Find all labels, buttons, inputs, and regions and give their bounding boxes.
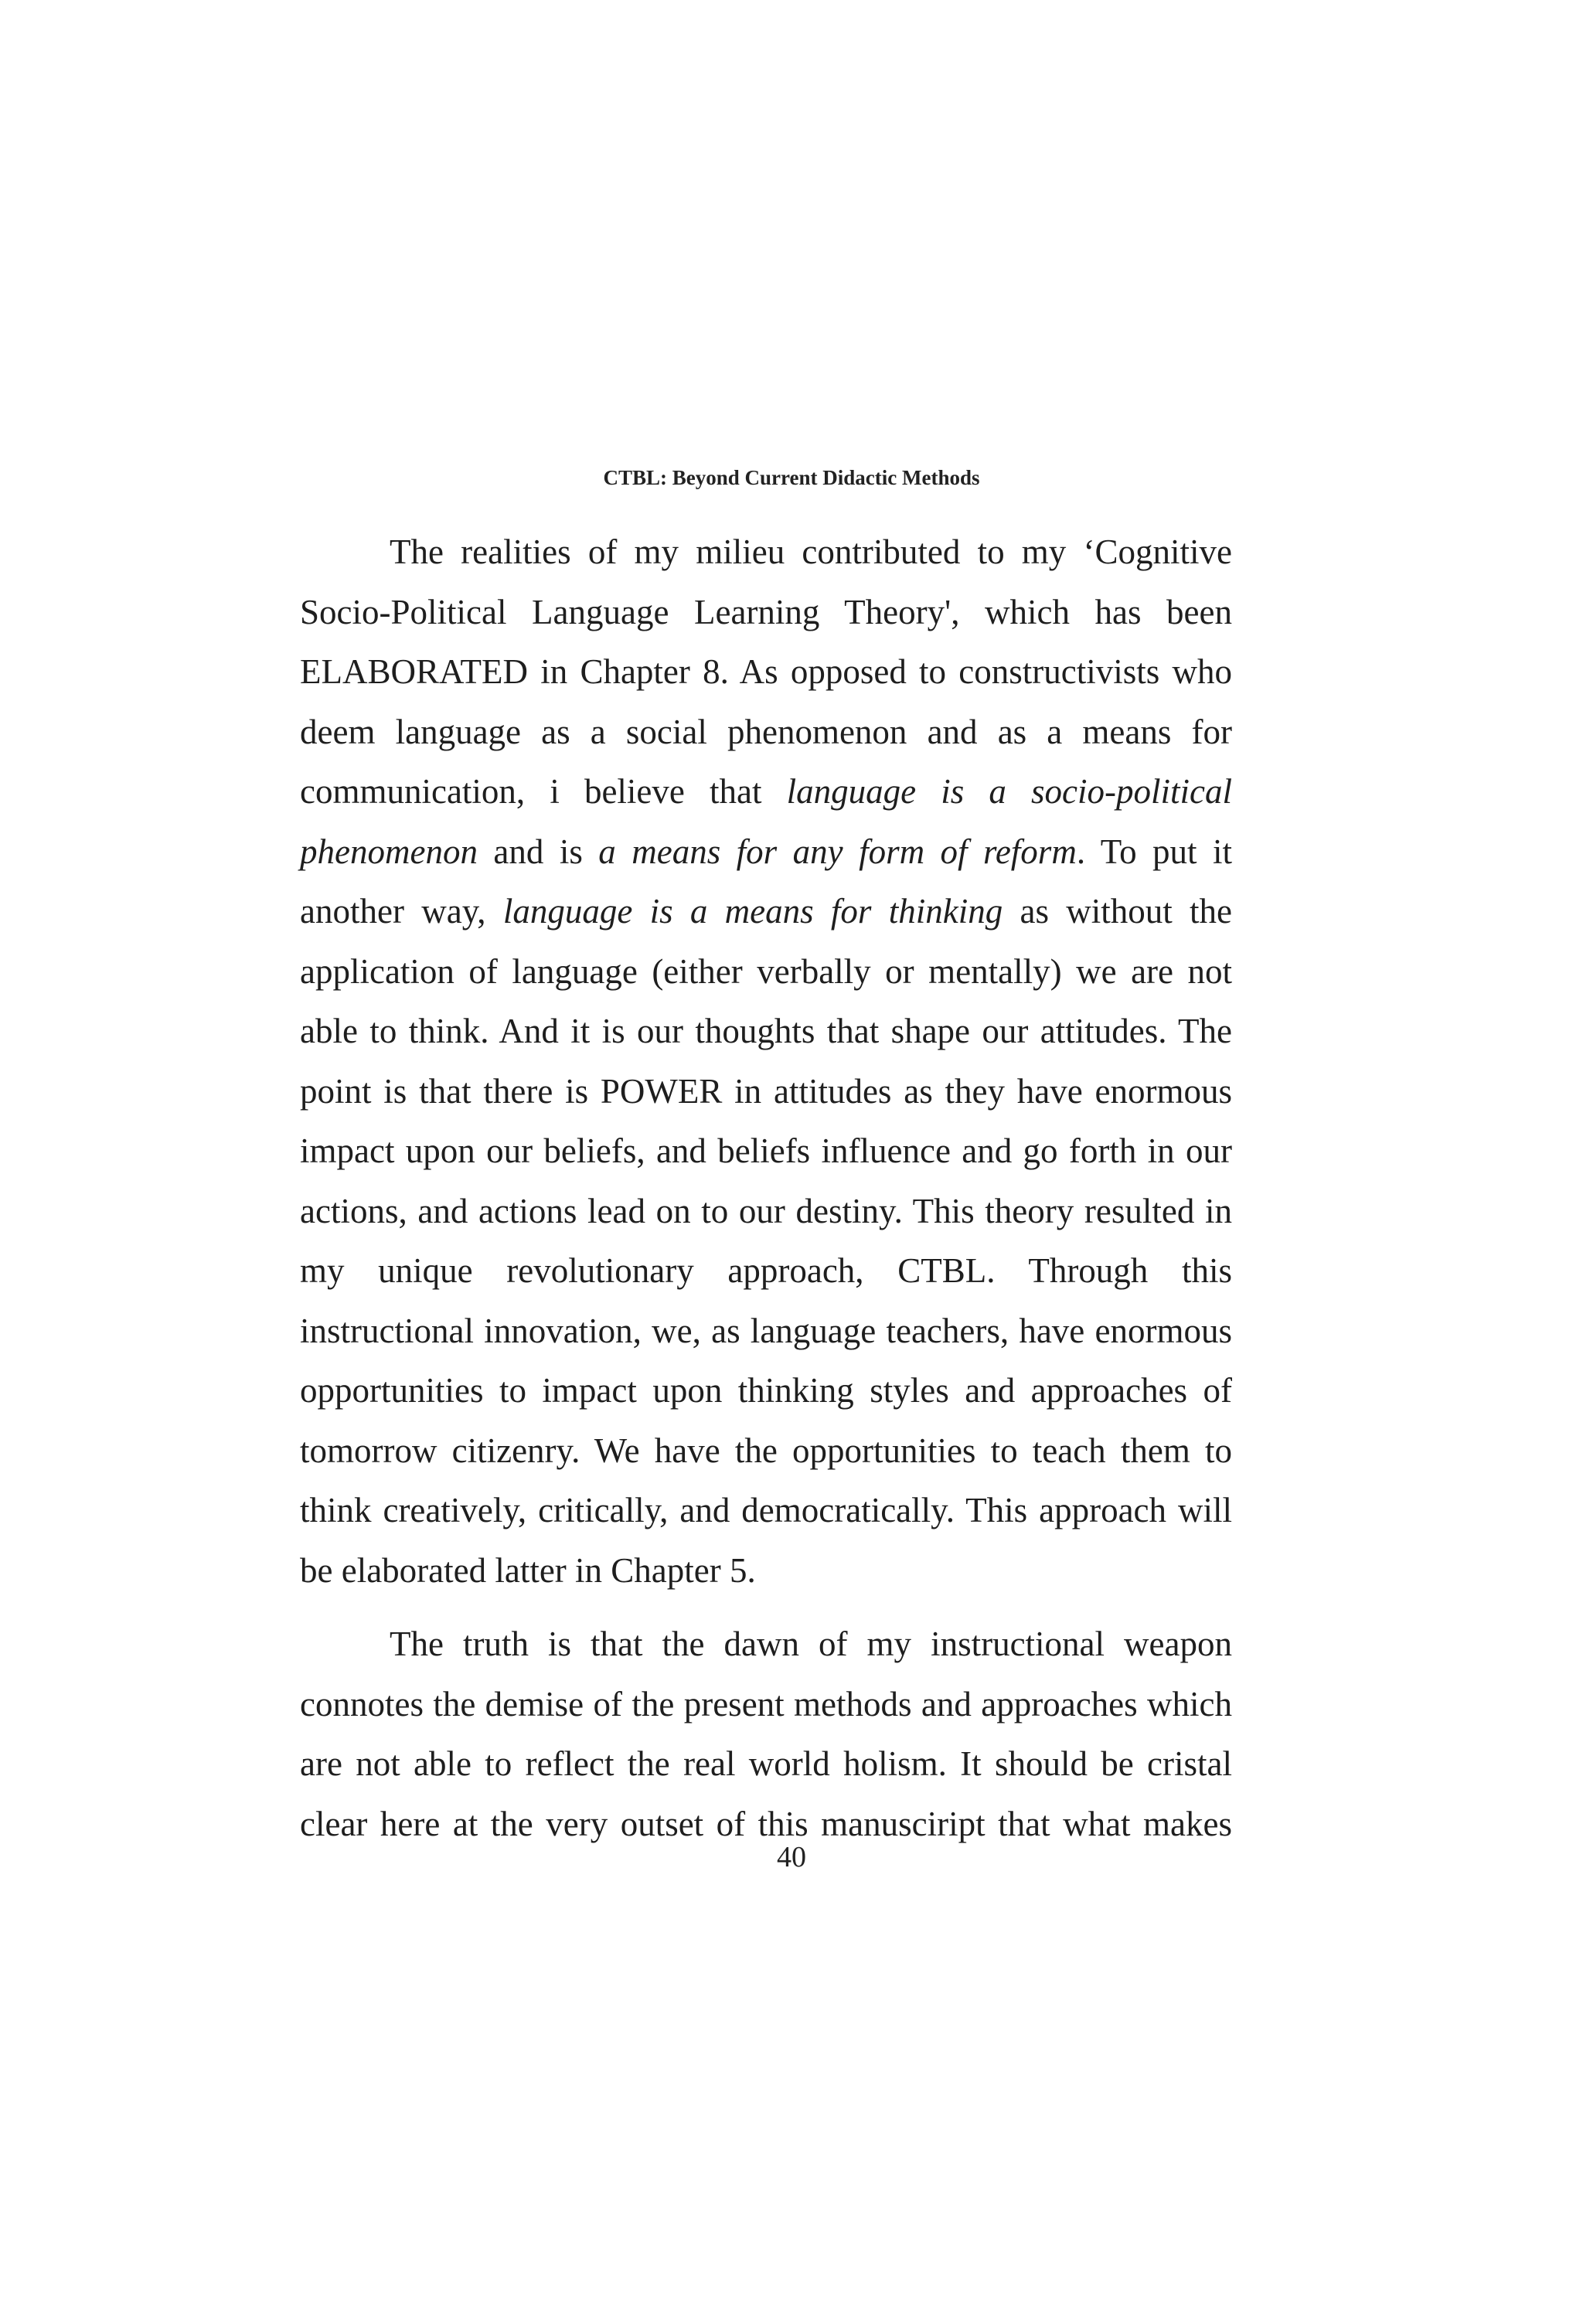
- italic-segment: a means for any form of reform: [598, 832, 1077, 871]
- text-segment: The realities of my milieu contributed to my ‘Cognitive Socio-Political Language Learning Theory', which has been ELABORATED in Chapter 8. As opposed to constructivists who deem language as a social phenomenon and as a means for communication, i believe that: [300, 533, 1232, 811]
- page-number: 40: [777, 1841, 806, 1873]
- text-segment: . To put it another way,: [300, 832, 1232, 931]
- text-segment: and is: [477, 832, 599, 871]
- body-text: [300, 522, 1232, 1854]
- running-head: CTBL: Beyond Current Didactic Methods: [603, 466, 980, 489]
- paragraph-2: The truth is that the dawn of my instructional weapon connotes the demise of the present methods and approaches which are not able to reflect the real world holism. It should be cristal clear here at the very outset of this manusciript that what makes: [300, 1625, 1232, 1843]
- text-segment: as without the application of language (either verbally or mentally) we are not able to think. And it is our thoughts that shape our attitudes. The point is that there is POWER in attitudes as they have enormous impact upon our beliefs, and beliefs influence and go forth in our actions, and actions lead on to our destiny. This theory resulted in my unique revolutionary approach, CTBL. Through this instructional innovation, we, as language teachers, have enormous opportunities to impact upon thinking styles and approaches of tomorrow citizenry. We have the opportunities to teach them to think creatively, critically, and democratically. This approach will be elaborated latter in Chapter 5.: [300, 892, 1233, 1590]
- paragraph-1: [300, 522, 1232, 1601]
- italic-segment: language is a means for thinking: [502, 892, 1003, 931]
- italic-segment: language is a socio-political phenomenon: [300, 772, 1232, 871]
